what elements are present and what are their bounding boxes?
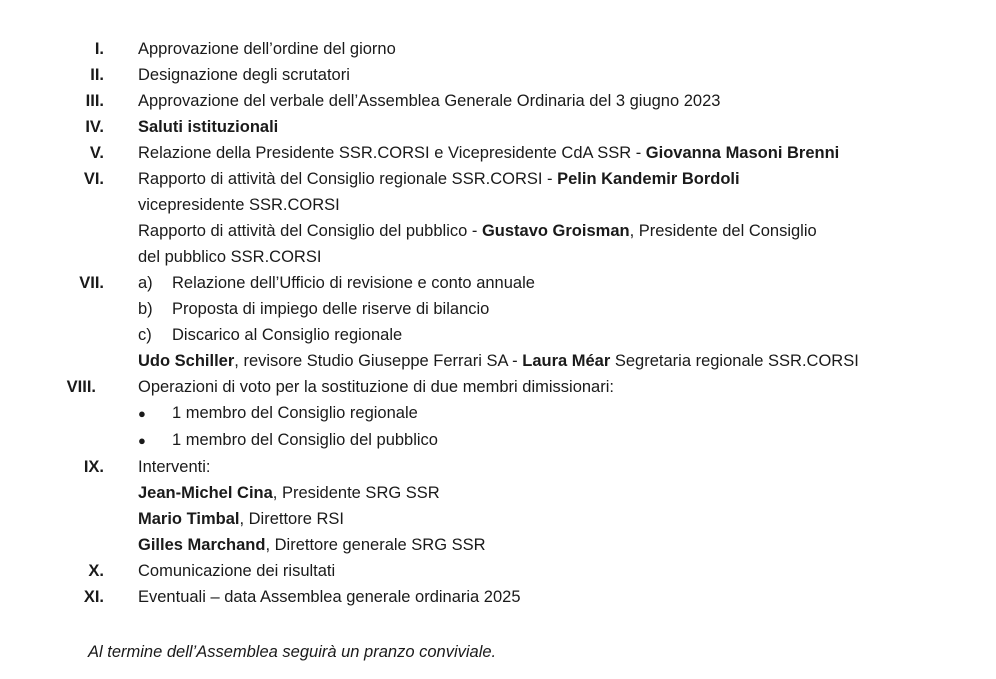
agenda-item-7-speakers [0, 348, 996, 374]
item-text [138, 166, 740, 192]
item-text [138, 480, 440, 506]
agenda-list [0, 36, 996, 610]
bullet-icon: ● [138, 433, 146, 448]
speaker-name: Udo Schiller [138, 352, 235, 370]
item-text [138, 218, 817, 244]
item-number: VII. [79, 274, 104, 292]
sub-item-marker: b) [138, 300, 153, 318]
item-text [138, 506, 344, 532]
speaker-role: , Direttore RSI [239, 510, 344, 528]
item-text-regular: Relazione della Presidente SSR.CORSI e Vicepresidente CdA SSR - [138, 144, 646, 162]
item-number: X. [88, 562, 104, 580]
item-text-regular: Rapporto di attività del Consiglio del pubblico - [138, 222, 482, 240]
item-text: Eventuali – data Assemblea generale ordinaria 2025 [138, 588, 521, 606]
item-text: vicepresidente SSR.CORSI [138, 196, 340, 214]
speaker-name: Jean-Michel Cina [138, 484, 273, 502]
speaker-line [0, 506, 996, 532]
agenda-item-7 [0, 270, 996, 296]
agenda-item-5 [0, 140, 996, 166]
agenda-item-1 [0, 36, 996, 62]
item-text: Comunicazione dei risultati [138, 562, 336, 580]
bullet-icon: ● [138, 406, 146, 421]
agenda-item-11 [0, 584, 996, 610]
agenda-item-6 [0, 166, 996, 192]
agenda-item-4 [0, 114, 996, 140]
bullet-item [0, 427, 996, 454]
agenda-item-6-continuation [0, 192, 996, 218]
speaker-role: , Presidente del Consiglio [629, 222, 817, 240]
bullet-text: 1 membro del Consiglio del pubblico [172, 431, 438, 449]
item-text [138, 140, 839, 166]
agenda-item-9 [0, 454, 996, 480]
item-text-regular: Rapporto di attività del Consiglio regionale SSR.CORSI - [138, 170, 558, 188]
speaker-role: Segretaria regionale SSR.CORSI [610, 352, 859, 370]
item-number: II. [90, 66, 104, 84]
item-text: Interventi: [138, 458, 211, 476]
sub-item-text: Relazione dell’Ufficio di revisione e conto annuale [172, 274, 535, 292]
sub-item-marker: a) [138, 274, 153, 292]
speaker-name: Gilles Marchand [138, 536, 266, 554]
agenda-sub-item-c [0, 322, 996, 348]
agenda-item-6-report [0, 218, 996, 244]
item-text [138, 532, 486, 558]
agenda-item-8 [0, 374, 996, 400]
agenda-sub-item-b [0, 296, 996, 322]
speaker-name: Gustavo Groisman [481, 222, 630, 240]
closing-note: Al termine dell’Assemblea seguirà un pranzo conviviale. [88, 643, 497, 661]
item-text: Approvazione dell’ordine del giorno [138, 40, 396, 58]
item-number: VIII. [66, 378, 96, 396]
speaker-role: , Presidente SRG SSR [272, 484, 440, 502]
item-text: Approvazione del verbale dell’Assemblea Generale Ordinaria del 3 giugno 2023 [138, 92, 721, 110]
item-text: Designazione degli scrutatori [138, 66, 350, 84]
item-number: IX. [83, 458, 104, 476]
item-number: V. [89, 144, 104, 162]
speaker-name: Giovanna Masoni Brenni [645, 144, 840, 162]
item-text: Operazioni di voto per la sostituzione di due membri dimissionari: [138, 378, 614, 396]
item-text [138, 348, 859, 374]
sub-item-text: Discarico al Consiglio regionale [172, 326, 403, 344]
agenda-item-6-report-continuation [0, 244, 996, 270]
item-number: XI. [83, 588, 104, 606]
speaker-role: , revisore Studio Giuseppe Ferrari SA - [234, 352, 523, 370]
item-text [138, 114, 278, 140]
item-number: IV. [85, 118, 104, 136]
item-text: del pubblico SSR.CORSI [138, 248, 322, 266]
item-number: III. [85, 92, 104, 110]
speaker-role: , Direttore generale SRG SSR [265, 536, 486, 554]
bullet-item [0, 400, 996, 427]
item-number: VI. [83, 170, 104, 188]
speaker-name: Laura Méar [522, 352, 611, 370]
speaker-name: Mario Timbal [138, 510, 240, 528]
agenda-item-2 [0, 62, 996, 88]
agenda-item-10 [0, 558, 996, 584]
item-number: I. [94, 40, 104, 58]
item-text-bold: Saluti istituzionali [138, 118, 279, 136]
agenda-item-3 [0, 88, 996, 114]
speaker-line [0, 480, 996, 506]
sub-item-marker: c) [138, 326, 152, 344]
speaker-name: Pelin Kandemir Bordoli [557, 170, 740, 188]
sub-item-text: Proposta di impiego delle riserve di bilancio [172, 300, 490, 318]
bullet-text: 1 membro del Consiglio regionale [172, 404, 418, 422]
speaker-line [0, 532, 996, 558]
